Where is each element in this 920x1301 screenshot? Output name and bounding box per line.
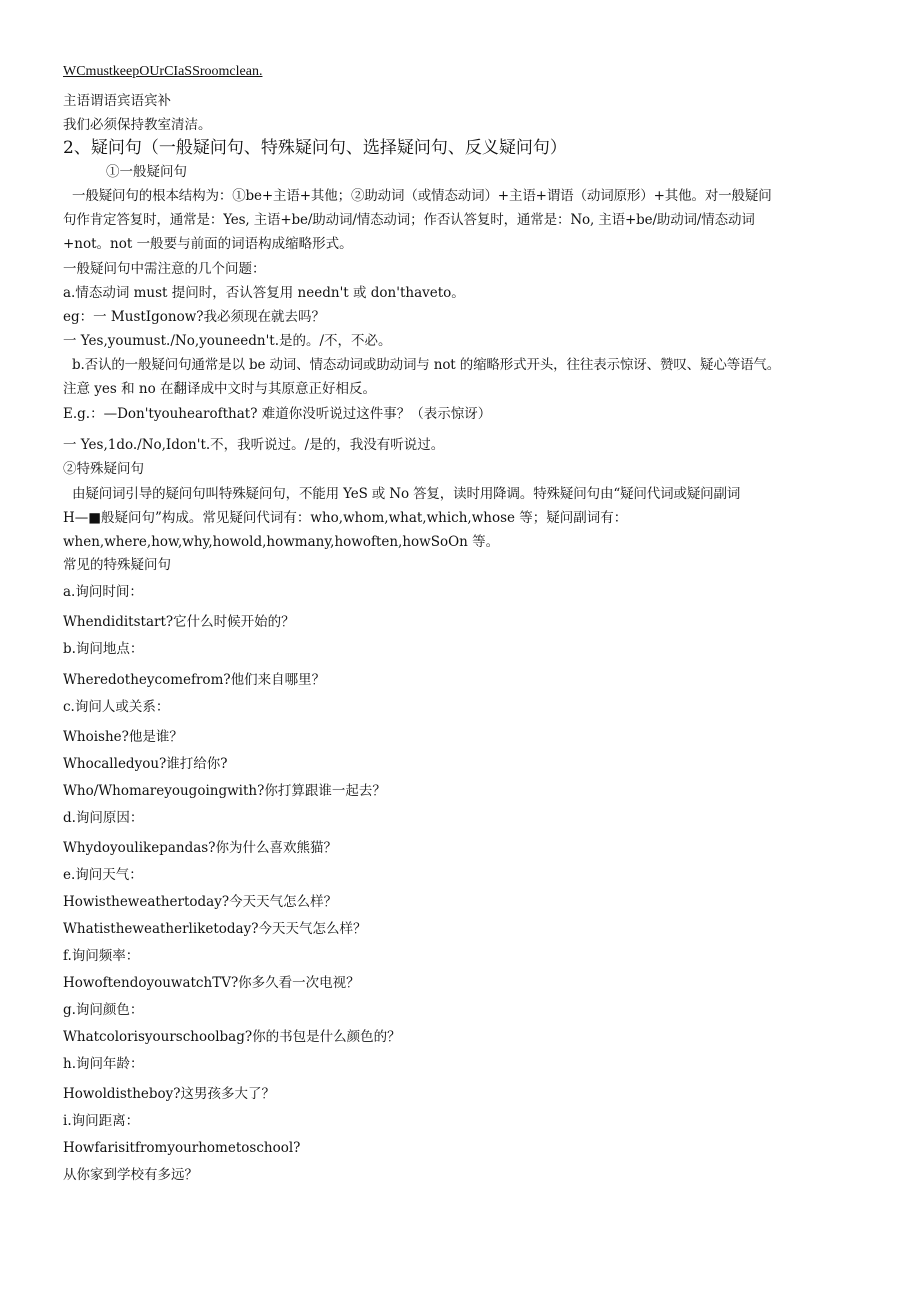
paragraph-line: +not。not 一般要与前面的词语构成缩略形式。 <box>63 236 353 252</box>
list-label: f.询问频率： <box>63 948 140 964</box>
example-line: 一 Yes,1do./No,Idon't.不，我听说过。/是的，我没有听说过。 <box>63 437 445 453</box>
example-line: Whoishe?他是谁？ <box>63 729 183 745</box>
notes-heading: 一般疑问句中需注意的几个问题： <box>63 261 266 277</box>
example-line: Whatistheweatherliketoday?今天天气怎么样？ <box>63 921 367 937</box>
list-label: g.询问颜色： <box>63 1002 144 1018</box>
paragraph-line: when,where,how,why,howold,howmany,howoften,howSoOn 等。 <box>63 534 500 550</box>
example-line: eg：一 MustIgonow?我必须现在就去吗？ <box>63 309 326 325</box>
paragraph-line: 由疑问词引导的疑问句叫特殊疑问句，不能用 YeS 或 No 答复，读时用降调。特殊疑问句由“疑问代词或疑问副词 <box>72 486 741 502</box>
list-label: e.询问天气： <box>63 867 143 883</box>
paragraph-line: 句作肯定答复时，通常是：Yes, 主语+be/助动词/情态动词；作否认答复时，通常是：No, 主语+be/助动词/情态动词 <box>63 212 755 228</box>
list-heading: 常见的特殊疑问句 <box>63 557 171 573</box>
list-label: h.询问年龄： <box>63 1056 144 1072</box>
example-line: Whatcolorisyourschoolbag?你的书包是什么颜色的？ <box>63 1029 401 1045</box>
example-line: Whocalledyou?谁打给你? <box>63 756 228 772</box>
example-line: Who/Whomareyougoingwith?你打算跟谁一起去？ <box>63 783 386 799</box>
example-sentence: WCmustkeepOUrCIaSSroomclean. <box>63 64 263 79</box>
example-line: 一 Yes,youmust./No,youneedn't.是的。/不，不必。 <box>63 333 392 349</box>
section-heading: 2、疑问句（一般疑问句、特殊疑问句、选择疑问句、反义疑问句） <box>63 138 567 158</box>
translation-line: 我们必须保持教室清洁。 <box>63 117 212 133</box>
list-label: b.询问地点： <box>63 641 144 657</box>
example-line: E.g.：—Don'tyouhearofthat? 难道你没听说过这件事？（表示惊讶） <box>63 406 492 422</box>
example-line: Howoldistheboy?这男孩多大了？ <box>63 1086 276 1102</box>
paragraph-line: 一般疑问句的根本结构为：①be+主语+其他；②助动词（或情态动词）+主语+谓语（动词原形）+其他。对一般疑问 <box>72 188 772 204</box>
example-line: HowoftendoyouwatchTV?你多久看一次电视？ <box>63 975 360 991</box>
example-line: Wheredotheycomefrom?他们来自哪里？ <box>63 672 326 688</box>
list-label: c.询问人或关系： <box>63 699 170 715</box>
example-line: Whydoyoulikepandas?你为什么喜欢熊猫？ <box>63 840 337 856</box>
subsection-heading: ②特殊疑问句 <box>63 461 144 477</box>
list-label: d.询问原因： <box>63 810 144 826</box>
note-a: a.情态动词 must 提问时，否认答复用 needn't 或 don'thaveto。 <box>63 285 465 301</box>
note-line: 注意 yes 和 no 在翻译成中文时与其原意正好相反。 <box>63 381 377 397</box>
list-label: a.询问时间： <box>63 584 143 600</box>
paragraph-line: H—■般疑问句”构成。常见疑问代词有：who,whom,what,which,whose 等；疑问副词有： <box>63 510 628 526</box>
example-line: Howfarisitfromyourhometoschool? <box>63 1140 301 1156</box>
translation-line: 从你家到学校有多远？ <box>63 1167 198 1183</box>
sentence-components: 主语谓语宾语宾补 <box>63 93 171 109</box>
example-line: Howistheweathertoday?今天天气怎么样？ <box>63 894 338 910</box>
list-label: i.询问距离： <box>63 1113 140 1129</box>
example-line: Whendiditstart?它什么时候开始的？ <box>63 614 295 630</box>
note-b: b.否认的一般疑问句通常是以 be 动词、情态动词或助动词与 not 的缩略形式开头，往往表示惊讶、赞叹、疑心等语气。 <box>72 357 781 373</box>
subsection-heading: ①一般疑问句 <box>106 164 187 180</box>
